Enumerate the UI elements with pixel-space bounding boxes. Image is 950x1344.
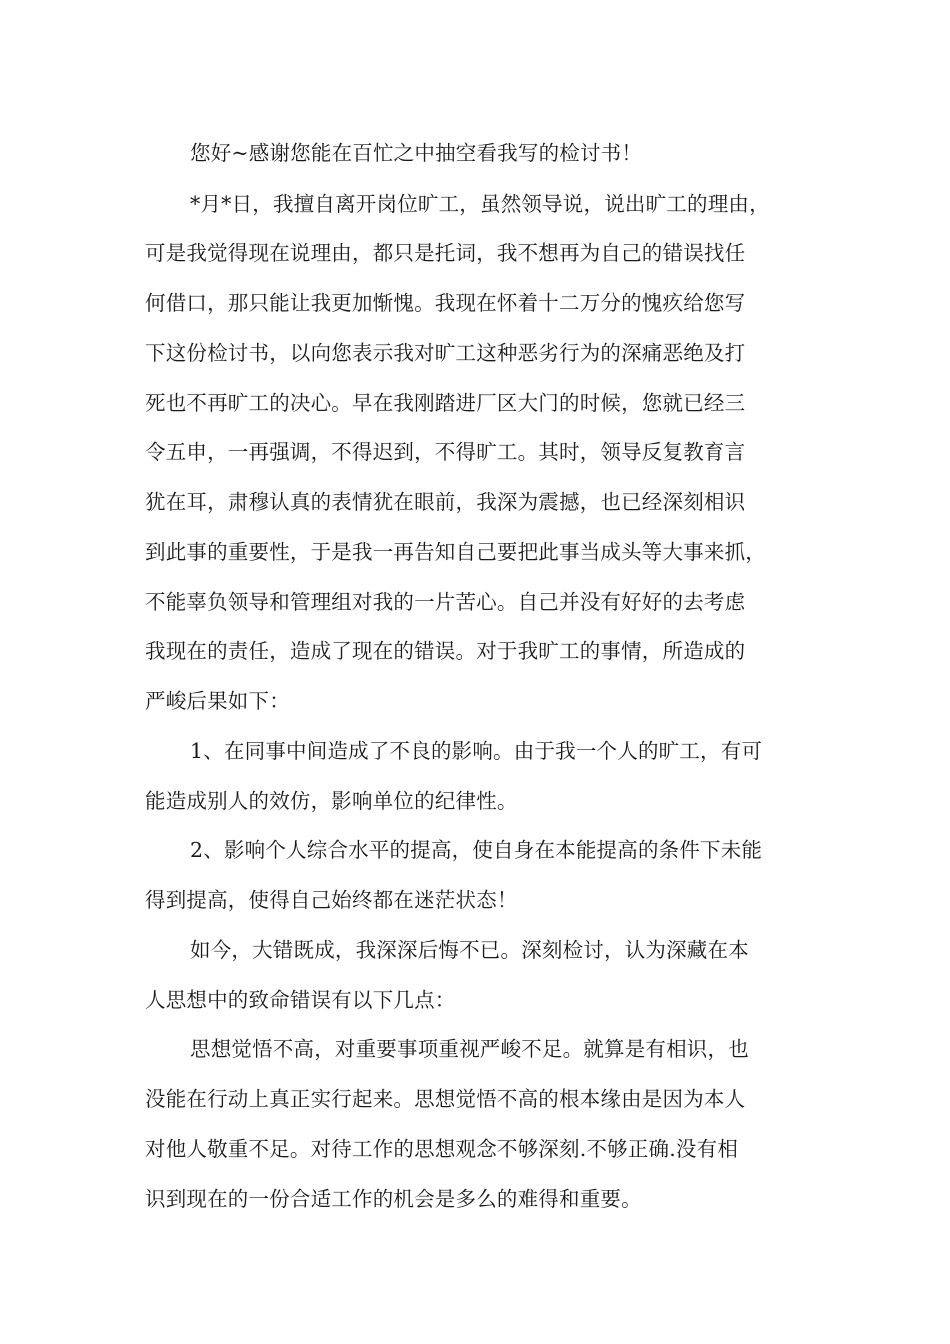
item-2-line-1: 2、影响个人综合水平的提高，使自身在本能提高的条件下未能 — [190, 838, 763, 862]
item-1-line-2: 能造成别人的效仿，影响单位的纪律性。 — [145, 789, 518, 813]
paragraph-1-line-7: 犹在耳，肃穆认真的表情犹在眼前，我深为震撼，也已经深刻相识 — [145, 490, 746, 514]
paragraph-3-line-1: 思想觉悟不高，对重要事项重视严峻不足。就算是有相识，也 — [190, 1037, 749, 1061]
paragraph-1-line-2: 可是我觉得现在说理由，都只是托词，我不想再为自己的错误找任 — [145, 241, 746, 265]
paragraph-1-line-3: 何借口，那只能让我更加惭愧。我现在怀着十二万分的愧疚给您写 — [145, 291, 746, 315]
paragraph-1-line-1: *月*日，我擅自离开岗位旷工，虽然领导说，说出旷工的理由， — [190, 192, 770, 216]
item-2-line-2: 得到提高，使得自己始终都在迷茫状态！ — [145, 888, 518, 912]
paragraph-2-line-1: 如今，大错既成，我深深后悔不已。深刻检讨，认为深藏在本 — [190, 938, 749, 962]
paragraph-1-line-8: 到此事的重要性，于是我一再告知自己要把此事当成头等大事来抓， — [145, 540, 766, 564]
paragraph-1-line-6: 令五申，一再强调，不得迟到，不得旷工。其时，领导反复教育言 — [145, 440, 746, 464]
paragraph-1-line-4: 下这份检讨书，以向您表示我对旷工这种恶劣行为的深痛恶绝及打 — [145, 341, 746, 365]
paragraph-1-line-10: 我现在的责任，造成了现在的错误。对于我旷工的事情，所造成的 — [145, 639, 746, 663]
paragraph-2-line-2: 人思想中的致命错误有以下几点： — [145, 988, 456, 1012]
paragraph-3-line-2: 没能在行动上真正实行起来。思想觉悟不高的根本缘由是因为本人 — [145, 1087, 746, 1111]
paragraph-3-line-4: 识到现在的一份合适工作的机会是多么的难得和重要。 — [145, 1187, 642, 1211]
paragraph-1-line-9: 不能辜负领导和管理组对我的一片苦心。自己并没有好好的去考虑 — [145, 590, 746, 614]
paragraph-3-line-3: 对他人敬重不足。对待工作的思想观念不够深刻.不够正确.没有相 — [145, 1137, 739, 1161]
item-1-line-1: 1、在同事中间造成了不良的影响。由于我一个人的旷工，有可 — [190, 739, 763, 763]
paragraph-1-line-11: 严峻后果如下： — [145, 689, 290, 713]
greeting-line: 您好~感谢您能在百忙之中抽空看我写的检讨书！ — [190, 141, 643, 165]
paragraph-1-line-5: 死也不再旷工的决心。早在我刚踏进厂区大门的时候，您就已经三 — [145, 391, 746, 415]
